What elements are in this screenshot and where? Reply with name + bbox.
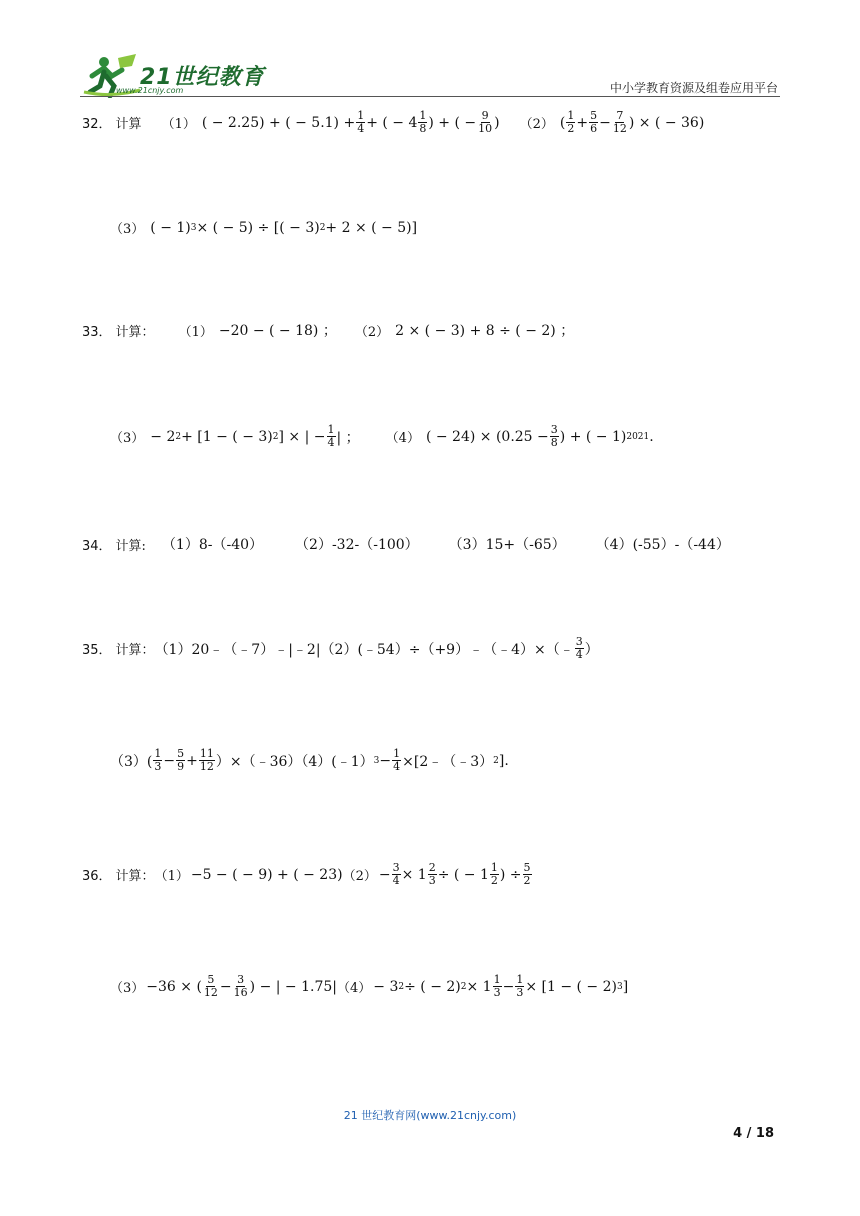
exponent: 3 — [373, 755, 380, 766]
expr-text: ( − 2.25) + ( − 5.1) + — [201, 114, 356, 131]
sub-label: （1） — [178, 324, 213, 340]
exponent: 2 — [398, 981, 405, 992]
expr-text: + — [576, 114, 589, 131]
fraction: $\frac{5}{2}$ — [523, 861, 531, 887]
expr-text: − — [378, 866, 391, 883]
expr-text: − — [219, 978, 232, 995]
expr-text: ）×（﹣36）（4）(﹣1） — [215, 753, 374, 770]
expr-text: ] × | − — [278, 428, 326, 445]
footer-site-link[interactable]: 21 世纪教育网(www.21cnjy.com) — [343, 1109, 517, 1122]
fraction: $\frac{1}{4}$ — [357, 109, 365, 135]
expr-text: + — [186, 752, 198, 769]
problem-33-line-2 — [110, 424, 654, 449]
expr-text: − 3 — [373, 978, 399, 995]
expr-text: − — [599, 114, 611, 131]
header-platform-name: 中小学教育资源及组卷应用平台 — [609, 81, 778, 95]
sub-label: （3） — [110, 431, 145, 446]
expr-text: ) ÷ — [499, 866, 522, 883]
sub-label: （2） — [519, 117, 554, 132]
fraction: $\frac{1}{3}$ — [516, 973, 524, 999]
problem-36-line-1 — [82, 862, 533, 887]
problem-32-line-2 — [110, 218, 417, 237]
expr-text: − — [163, 752, 176, 769]
expr-text: × 1 — [466, 978, 492, 995]
fraction: $\frac{7}{12}$ — [612, 109, 627, 135]
expr-text: − — [502, 978, 515, 995]
expr-text: × 1 — [401, 866, 427, 883]
exponent: 2 — [319, 222, 326, 233]
sub-label: （3） — [110, 222, 145, 237]
expr-text: . — [649, 428, 654, 445]
sub-label: （3） — [110, 981, 145, 996]
exponent: 2 — [493, 755, 499, 766]
problem-lead: 计算： — [115, 324, 155, 340]
sub-label: （2） — [342, 869, 377, 884]
expr-text: −36 × ( — [146, 978, 202, 995]
exponent: 2 — [272, 431, 279, 442]
expr-text: −5 − ( − 9) + ( − 23) — [190, 866, 343, 883]
expr-text: ÷ ( − 1 — [437, 866, 489, 883]
problem-34-line — [82, 534, 730, 554]
fraction: $\frac{5}{12}$ — [203, 973, 218, 999]
sub-problem: （4）(-55）-（-44） — [595, 537, 730, 553]
problem-number: 32． — [82, 117, 112, 132]
expr-text: × ( − 5) ÷ [( − 3) — [196, 219, 320, 236]
expr-text: ) — [494, 114, 500, 131]
expr-text: + 2 × ( − 5)] — [325, 219, 418, 236]
expr-text: −20 − ( − 18) ； — [218, 323, 337, 339]
fraction: $\frac{1}{2}$ — [567, 109, 575, 135]
problem-35-line-2 — [110, 748, 509, 773]
fraction: $\frac{1}{4}$ — [393, 747, 401, 773]
problem-lead: 计算： — [115, 869, 155, 884]
exponent: 2021 — [626, 431, 650, 442]
expr-text: ) + ( − — [428, 114, 477, 131]
problem-number: 34． — [82, 538, 112, 554]
sub-label: （2） — [354, 324, 390, 340]
problem-number: 35． — [82, 643, 112, 658]
exponent: 2 — [460, 981, 467, 992]
expr-text: + ( − 4 — [366, 114, 418, 131]
problem-36-line-2 — [110, 974, 628, 999]
fraction: $\frac{9}{10}$ — [478, 109, 493, 135]
expr-text: ]. — [498, 752, 509, 769]
expr-text: − 2 — [150, 428, 176, 445]
exponent: 3 — [616, 981, 623, 992]
logo-text: 21世纪教育 — [140, 65, 265, 90]
fraction: $\frac{1}{8}$ — [419, 109, 427, 135]
expr-text: ×[2﹣（﹣3） — [402, 753, 494, 770]
expr-text: ] — [622, 978, 629, 995]
page-number: 4 / 18 — [733, 1126, 774, 1141]
sub-label: （4） — [337, 981, 372, 996]
expr-text: 2 × ( − 3) + 8 ÷ ( − 2) ； — [395, 323, 575, 339]
fraction: $\frac{1}{3}$ — [154, 747, 162, 773]
fraction: $\frac{3}{8}$ — [550, 423, 558, 449]
sub-label: （1） — [161, 117, 196, 132]
problem-lead: 计算 — [115, 117, 142, 132]
expr-text: ） — [584, 641, 599, 658]
fraction: $\frac{3}{4}$ — [575, 635, 583, 661]
fraction: $\frac{2}{3}$ — [428, 861, 436, 887]
fraction: $\frac{5}{6}$ — [590, 109, 598, 135]
fraction: $\frac{11}{12}$ — [199, 747, 214, 773]
expr-text: | ； — [336, 429, 360, 446]
logo-url: www.21cnjy.com — [116, 86, 184, 95]
fraction: $\frac{1}{2}$ — [490, 861, 498, 887]
expr-text: （1）20﹣（﹣7）﹣|﹣2|（2）(﹣54）÷（+9）﹣（﹣4）×（﹣ — [154, 641, 574, 658]
expr-text: ) − | − 1.75| — [249, 978, 337, 995]
exponent: 3 — [190, 222, 197, 233]
problem-number: 36． — [82, 869, 112, 884]
sub-problem: （3）15+（-65） — [448, 537, 566, 553]
expr-text: × [1 − ( − 2) — [525, 978, 617, 995]
problem-number: 33． — [82, 324, 112, 340]
expr-text: ( − 24) × (0.25 − — [425, 428, 549, 445]
fraction: $\frac{3}{16}$ — [233, 973, 248, 999]
problem-35-line-1 — [82, 636, 599, 661]
problem-lead: 计算: — [115, 538, 146, 554]
expr-text: ( — [559, 114, 566, 131]
problem-33-line-1 — [82, 320, 574, 340]
expr-text: + [1 − ( − 3) — [181, 428, 273, 445]
sub-label: （4） — [385, 431, 420, 446]
sub-problem: （1）8-（-40） — [161, 537, 264, 553]
sub-label: （1） — [154, 869, 189, 884]
expr-text: − — [379, 752, 392, 769]
problem-lead: 计算： — [115, 643, 155, 658]
expr-text: ( − 1) — [150, 219, 191, 236]
expr-text: ) + ( − 1) — [559, 428, 627, 445]
fraction: $\frac{1}{4}$ — [327, 423, 335, 449]
problem-32-line-1 — [82, 110, 704, 135]
header-divider — [80, 96, 780, 97]
exponent: 2 — [175, 431, 182, 442]
fraction: $\frac{1}{3}$ — [493, 973, 501, 999]
expr-text: ÷ ( − 2) — [404, 978, 461, 995]
fraction: $\frac{3}{4}$ — [392, 861, 400, 887]
fraction: $\frac{5}{9}$ — [177, 747, 185, 773]
sub-problem: （2）-32-（-100） — [295, 537, 419, 553]
expr-text: ) × ( − 36) — [628, 114, 705, 131]
expr-text: （3）( — [110, 753, 153, 770]
